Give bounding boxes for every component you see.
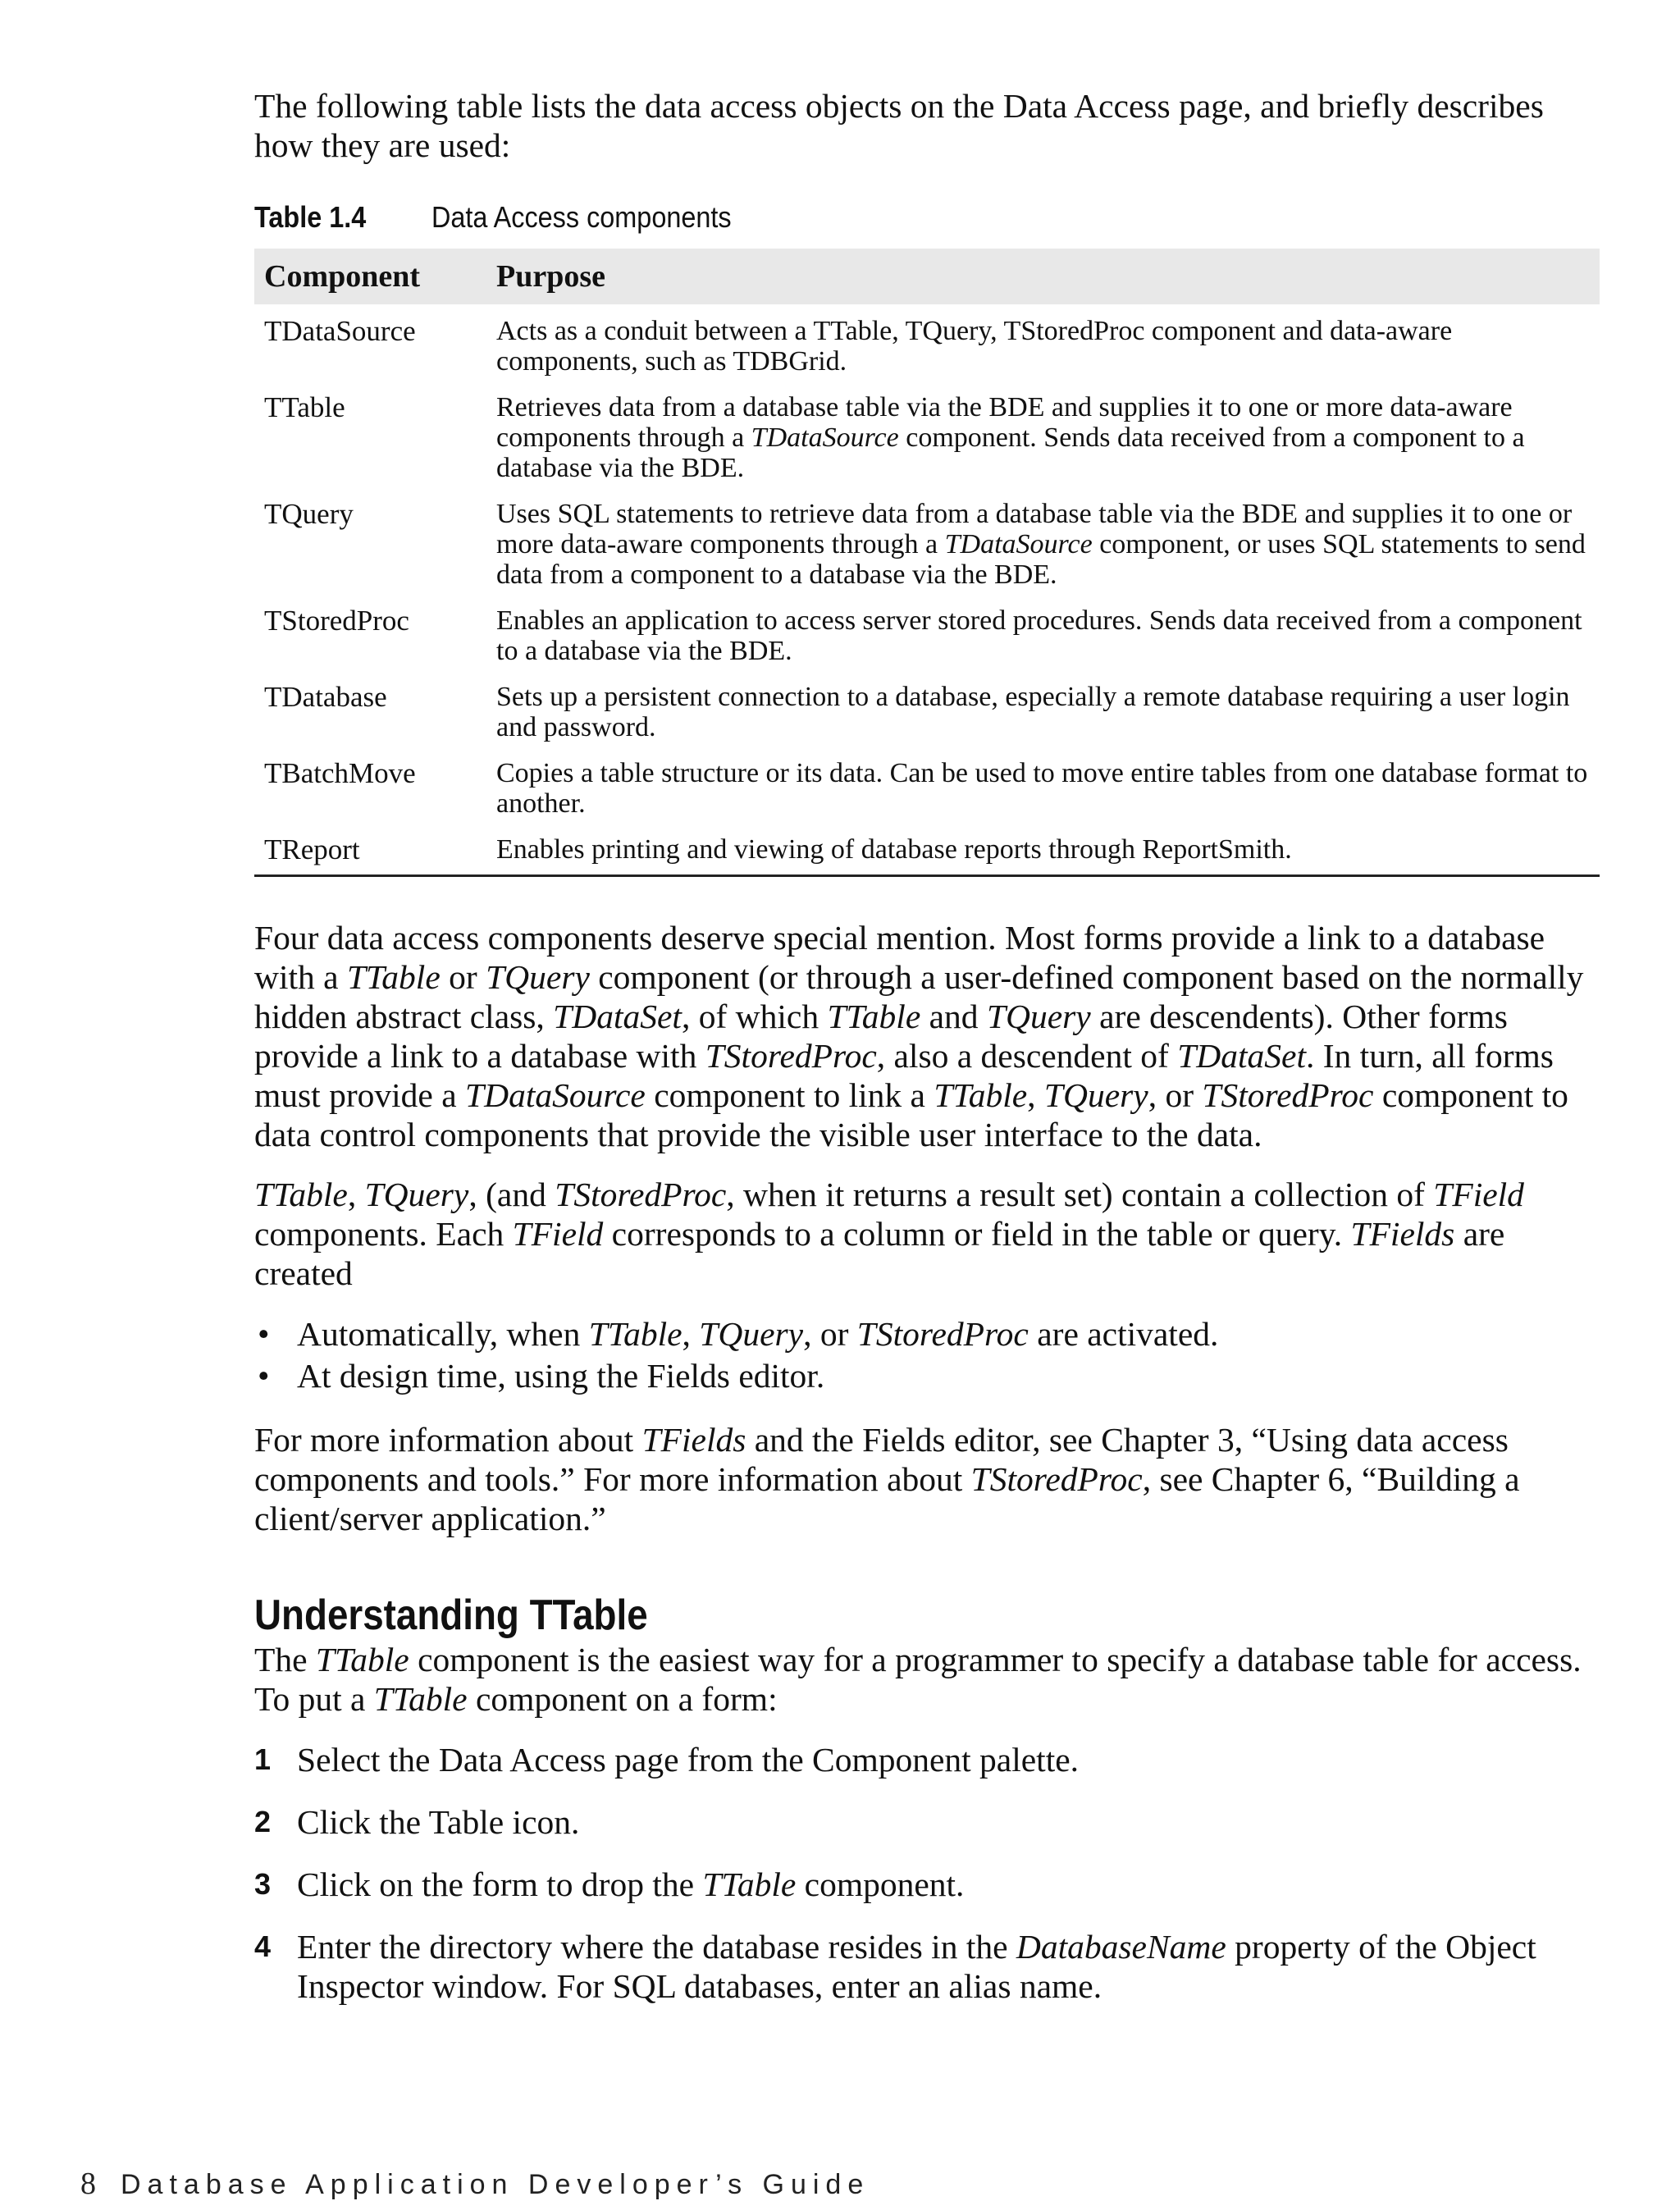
step-item: 1 Select the Data Access page from the Component palette. <box>254 1741 1080 1779</box>
step-number: 2 <box>254 1805 272 1838</box>
column-header-purpose: Purpose <box>486 249 1600 304</box>
list-item: • Automatically, when TTable, TQuery, or TStoredProc are activated. <box>254 1313 1600 1355</box>
column-header-component: Component <box>254 249 486 304</box>
step-item: 4 Enter the directory where the database resides in the DatabaseName property of the Object Inspector window. For SQL databases, enter an alias name. <box>254 1928 1536 2005</box>
paragraph-more-info: For more information about TFields and the Fields editor, see Chapter 3, “Using data access components and tools.” For more information about TStoredProc, see Chapter 6, “Building a client/server application.” <box>254 1421 1520 1537</box>
component-cell: TTable <box>264 391 345 423</box>
page-footer <box>80 2167 870 2201</box>
page-content <box>254 86 1600 2029</box>
table-row <box>254 386 1600 493</box>
data-access-components-table <box>254 249 1600 877</box>
list-item: • At design time, using the Fields editor. <box>254 1355 1600 1397</box>
purpose-cell <box>486 386 1600 493</box>
bullet-icon: • <box>258 1357 270 1395</box>
table-row <box>254 829 1600 876</box>
component-cell: TQuery <box>264 498 354 530</box>
table-row <box>254 676 1600 752</box>
purpose-emphasis: TDataSource <box>751 422 899 453</box>
step-number: 1 <box>254 1742 272 1776</box>
intro-paragraph: The following table lists the data access objects on the Data Access page, and briefly describes how they are used: <box>254 87 1544 164</box>
step-number: 3 <box>254 1867 272 1901</box>
steps-list <box>254 1740 1600 2006</box>
purpose-text: Uses SQL statements to retrieve data from a database table via the BDE and supplies it to one or more data-aware components through a <box>496 499 1573 559</box>
tfields-creation-list <box>254 1313 1600 1397</box>
table-caption <box>254 199 1465 235</box>
table-row <box>254 493 1600 600</box>
bullet-icon: • <box>258 1315 270 1353</box>
table-caption-number: Table 1.4 <box>254 200 367 234</box>
purpose-cell <box>486 493 1600 600</box>
table-row <box>254 752 1600 829</box>
section-intro-paragraph: The TTable component is the easiest way for a programmer to specify a database table for access. To put a TTable component on a form: <box>254 1641 1582 1718</box>
purpose-cell: Copies a table structure or its data. Can be used to move entire tables from one database format to another. <box>496 758 1588 819</box>
step-item: 3 Click on the form to drop the TTable component. <box>254 1865 965 1903</box>
paragraph-special-mention: Four data access components deserve special mention. Most forms provide a link to a database with a TTable or TQuery component (or through a user-defined component based on the normally hidden abstract class, TDataSet, of which TTable and TQuery are descendents). Other forms provide a link to a database with TStoredProc, also a descendent of TDataSet. In turn, all forms must provide a TDataSource component to link a TTable, TQuery, or TStoredProc component to data control components that provide the visible user interface to the data. <box>254 919 1584 1153</box>
section-heading: Understanding TTable <box>254 1591 648 1639</box>
purpose-cell: Sets up a persistent connection to a database, especially a remote database requiring a user login and password. <box>496 682 1570 742</box>
component-cell: TStoredProc <box>264 605 409 637</box>
page-number: 8 <box>80 2167 96 2201</box>
table-row <box>254 600 1600 676</box>
purpose-cell: Enables an application to access server stored procedures. Sends data received from a component to a database via the BDE. <box>496 605 1582 666</box>
purpose-cell: Acts as a conduit between a TTable, TQuery, TStoredProc component and data-aware components, such as TDBGrid. <box>496 316 1453 377</box>
paragraph-tfields: TTable, TQuery, (and TStoredProc, when it returns a result set) contain a collection of TField components. Each TField corresponds to a column or field in the table or query. TFields are created <box>254 1176 1524 1292</box>
purpose-text: component. Sends data received from a component to a database via the BDE. <box>496 422 1525 483</box>
component-cell: TReport <box>264 833 360 865</box>
purpose-text: component, or uses SQL statements to send data from a component to a database via the BDE. <box>496 529 1586 590</box>
purpose-text: Retrieves data from a database table via the BDE and supplies it to one or more data-aware components through a <box>496 392 1513 453</box>
book-title: Database Application Developer’s Guide <box>121 2169 870 2200</box>
component-cell: TBatchMove <box>264 757 416 789</box>
component-cell: TDataSource <box>264 315 416 347</box>
step-number: 4 <box>254 1929 272 1963</box>
purpose-emphasis: TDataSource <box>944 529 1093 559</box>
table-row <box>254 304 1600 386</box>
purpose-cell: Enables printing and viewing of database reports through ReportSmith. <box>496 834 1292 865</box>
step-item: 2 Click the Table icon. <box>254 1803 580 1841</box>
table-caption-title: Data Access components <box>431 200 732 234</box>
component-cell: TDatabase <box>264 681 387 713</box>
table-header-row <box>254 249 1600 304</box>
